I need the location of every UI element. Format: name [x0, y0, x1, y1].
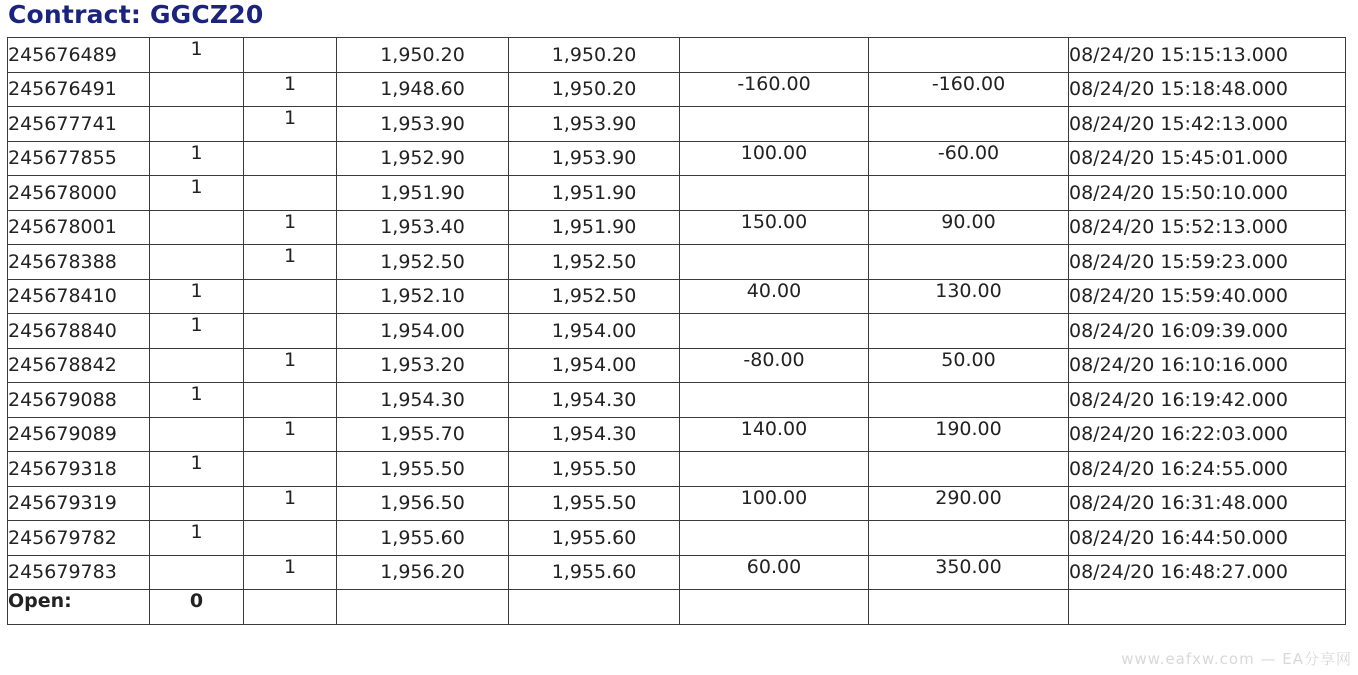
sell-qty-cell: 1	[244, 417, 337, 452]
fill-price-cell: 1,956.20	[337, 555, 509, 590]
cumulative-pnl-cell: 190.00	[869, 417, 1069, 452]
buy-qty-cell: 1	[150, 176, 244, 211]
cumulative-pnl-cell: -60.00	[869, 141, 1069, 176]
buy-qty-cell: 1	[150, 314, 244, 349]
cumulative-pnl-cell: 290.00	[869, 486, 1069, 521]
avg-price-cell: 1,952.50	[509, 279, 680, 314]
buy-qty-cell: 1	[150, 279, 244, 314]
cumulative-pnl-cell	[869, 176, 1069, 211]
trade-pnl-cell	[680, 107, 869, 142]
avg-price-cell: 1,953.90	[509, 141, 680, 176]
timestamp-cell: 08/24/20 16:10:16.000	[1069, 348, 1346, 383]
buy-qty-cell	[150, 210, 244, 245]
cumulative-pnl-cell	[869, 107, 1069, 142]
fill-price-cell: 1,950.20	[337, 38, 509, 73]
table-row	[8, 141, 1346, 176]
timestamp-cell: 08/24/20 15:59:23.000	[1069, 245, 1346, 280]
trade-pnl-cell	[680, 245, 869, 280]
cumulative-pnl-cell	[869, 452, 1069, 487]
cumulative-pnl-cell	[869, 383, 1069, 418]
table-row	[8, 210, 1346, 245]
buy-qty-cell	[150, 486, 244, 521]
cumulative-pnl-cell	[869, 521, 1069, 556]
trade-pnl-cell: 60.00	[680, 555, 869, 590]
empty-cell	[244, 590, 337, 625]
sell-qty-cell	[244, 452, 337, 487]
trade-id-cell: 245678842	[8, 348, 150, 383]
trade-id-cell: 245677855	[8, 141, 150, 176]
table-row	[8, 452, 1346, 487]
avg-price-cell: 1,954.00	[509, 314, 680, 349]
buy-qty-cell	[150, 107, 244, 142]
trade-pnl-cell	[680, 176, 869, 211]
table-row	[8, 348, 1346, 383]
trade-id-cell: 245677741	[8, 107, 150, 142]
empty-cell	[509, 590, 680, 625]
watermark: www.eafxw.com — EA分享网	[1121, 650, 1352, 668]
empty-cell	[869, 590, 1069, 625]
timestamp-cell: 08/24/20 16:44:50.000	[1069, 521, 1346, 556]
avg-price-cell: 1,951.90	[509, 176, 680, 211]
open-row	[8, 590, 1346, 625]
table-row	[8, 72, 1346, 107]
fill-price-cell: 1,951.90	[337, 176, 509, 211]
timestamp-cell: 08/24/20 16:19:42.000	[1069, 383, 1346, 418]
avg-price-cell: 1,955.60	[509, 521, 680, 556]
trade-pnl-cell: -80.00	[680, 348, 869, 383]
sell-qty-cell: 1	[244, 245, 337, 280]
buy-qty-cell: 1	[150, 38, 244, 73]
cumulative-pnl-cell: 350.00	[869, 555, 1069, 590]
trade-pnl-cell: 100.00	[680, 141, 869, 176]
empty-cell	[1069, 590, 1346, 625]
trade-pnl-cell: 100.00	[680, 486, 869, 521]
buy-qty-cell	[150, 555, 244, 590]
contract-title: Contract: GGCZ20	[8, 0, 264, 29]
trade-pnl-cell: 40.00	[680, 279, 869, 314]
sell-qty-cell: 1	[244, 107, 337, 142]
trade-pnl-cell: -160.00	[680, 72, 869, 107]
timestamp-cell: 08/24/20 16:31:48.000	[1069, 486, 1346, 521]
buy-qty-cell	[150, 245, 244, 280]
timestamp-cell: 08/24/20 15:59:40.000	[1069, 279, 1346, 314]
avg-price-cell: 1,955.60	[509, 555, 680, 590]
trade-id-cell: 245679783	[8, 555, 150, 590]
trade-pnl-cell	[680, 38, 869, 73]
avg-price-cell: 1,950.20	[509, 72, 680, 107]
timestamp-cell: 08/24/20 16:24:55.000	[1069, 452, 1346, 487]
table-row	[8, 486, 1346, 521]
buy-qty-cell: 1	[150, 383, 244, 418]
trade-id-cell: 245679089	[8, 417, 150, 452]
cumulative-pnl-cell: 90.00	[869, 210, 1069, 245]
trade-id-cell: 245679318	[8, 452, 150, 487]
avg-price-cell: 1,952.50	[509, 245, 680, 280]
cumulative-pnl-cell	[869, 38, 1069, 73]
sell-qty-cell: 1	[244, 555, 337, 590]
table-row	[8, 107, 1346, 142]
fill-price-cell: 1,952.50	[337, 245, 509, 280]
timestamp-cell: 08/24/20 15:45:01.000	[1069, 141, 1346, 176]
avg-price-cell: 1,953.90	[509, 107, 680, 142]
table-row	[8, 314, 1346, 349]
trades-table	[7, 37, 1346, 625]
trades-body	[8, 38, 1346, 590]
avg-price-cell: 1,951.90	[509, 210, 680, 245]
cumulative-pnl-cell: 130.00	[869, 279, 1069, 314]
trade-id-cell: 245678840	[8, 314, 150, 349]
fill-price-cell: 1,953.20	[337, 348, 509, 383]
timestamp-cell: 08/24/20 15:52:13.000	[1069, 210, 1346, 245]
buy-qty-cell: 1	[150, 141, 244, 176]
trade-pnl-cell	[680, 314, 869, 349]
timestamp-cell: 08/24/20 15:18:48.000	[1069, 72, 1346, 107]
trade-id-cell: 245678388	[8, 245, 150, 280]
empty-cell	[337, 590, 509, 625]
buy-qty-cell: 1	[150, 521, 244, 556]
table-row	[8, 176, 1346, 211]
avg-price-cell: 1,955.50	[509, 486, 680, 521]
trade-id-cell: 245676489	[8, 38, 150, 73]
trade-pnl-cell	[680, 452, 869, 487]
timestamp-cell: 08/24/20 16:48:27.000	[1069, 555, 1346, 590]
avg-price-cell: 1,955.50	[509, 452, 680, 487]
trade-id-cell: 245679088	[8, 383, 150, 418]
sell-qty-cell	[244, 176, 337, 211]
avg-price-cell: 1,954.30	[509, 383, 680, 418]
sell-qty-cell: 1	[244, 72, 337, 107]
fill-price-cell: 1,954.00	[337, 314, 509, 349]
table-row	[8, 555, 1346, 590]
table-row	[8, 245, 1346, 280]
table-row	[8, 521, 1346, 556]
table-row	[8, 417, 1346, 452]
avg-price-cell: 1,950.20	[509, 38, 680, 73]
trade-pnl-cell	[680, 383, 869, 418]
trade-id-cell: 245679319	[8, 486, 150, 521]
timestamp-cell: 08/24/20 16:09:39.000	[1069, 314, 1346, 349]
sell-qty-cell: 1	[244, 210, 337, 245]
timestamp-cell: 08/24/20 15:50:10.000	[1069, 176, 1346, 211]
sell-qty-cell	[244, 383, 337, 418]
sell-qty-cell	[244, 314, 337, 349]
empty-cell	[680, 590, 869, 625]
fill-price-cell: 1,956.50	[337, 486, 509, 521]
table-row	[8, 38, 1346, 73]
trade-id-cell: 245678410	[8, 279, 150, 314]
trade-pnl-cell	[680, 521, 869, 556]
fill-price-cell: 1,953.90	[337, 107, 509, 142]
sell-qty-cell	[244, 521, 337, 556]
sell-qty-cell	[244, 279, 337, 314]
fill-price-cell: 1,952.10	[337, 279, 509, 314]
fill-price-cell: 1,955.60	[337, 521, 509, 556]
fill-price-cell: 1,948.60	[337, 72, 509, 107]
buy-qty-cell: 1	[150, 452, 244, 487]
sell-qty-cell	[244, 141, 337, 176]
timestamp-cell: 08/24/20 16:22:03.000	[1069, 417, 1346, 452]
avg-price-cell: 1,954.30	[509, 417, 680, 452]
fill-price-cell: 1,952.90	[337, 141, 509, 176]
buy-qty-cell	[150, 72, 244, 107]
cumulative-pnl-cell: -160.00	[869, 72, 1069, 107]
trade-id-cell: 245678001	[8, 210, 150, 245]
trade-pnl-cell: 150.00	[680, 210, 869, 245]
buy-qty-cell	[150, 348, 244, 383]
sell-qty-cell	[244, 38, 337, 73]
timestamp-cell: 08/24/20 15:42:13.000	[1069, 107, 1346, 142]
trade-id-cell: 245676491	[8, 72, 150, 107]
table-row	[8, 383, 1346, 418]
sell-qty-cell: 1	[244, 486, 337, 521]
cumulative-pnl-cell	[869, 245, 1069, 280]
fill-price-cell: 1,955.70	[337, 417, 509, 452]
timestamp-cell: 08/24/20 15:15:13.000	[1069, 38, 1346, 73]
fill-price-cell: 1,955.50	[337, 452, 509, 487]
cumulative-pnl-cell	[869, 314, 1069, 349]
open-label: Open:	[8, 590, 150, 625]
fill-price-cell: 1,953.40	[337, 210, 509, 245]
trade-pnl-cell: 140.00	[680, 417, 869, 452]
fill-price-cell: 1,954.30	[337, 383, 509, 418]
avg-price-cell: 1,954.00	[509, 348, 680, 383]
trade-id-cell: 245679782	[8, 521, 150, 556]
open-value: 0	[150, 590, 244, 625]
table-row	[8, 279, 1346, 314]
cumulative-pnl-cell: 50.00	[869, 348, 1069, 383]
trade-id-cell: 245678000	[8, 176, 150, 211]
buy-qty-cell	[150, 417, 244, 452]
sell-qty-cell: 1	[244, 348, 337, 383]
